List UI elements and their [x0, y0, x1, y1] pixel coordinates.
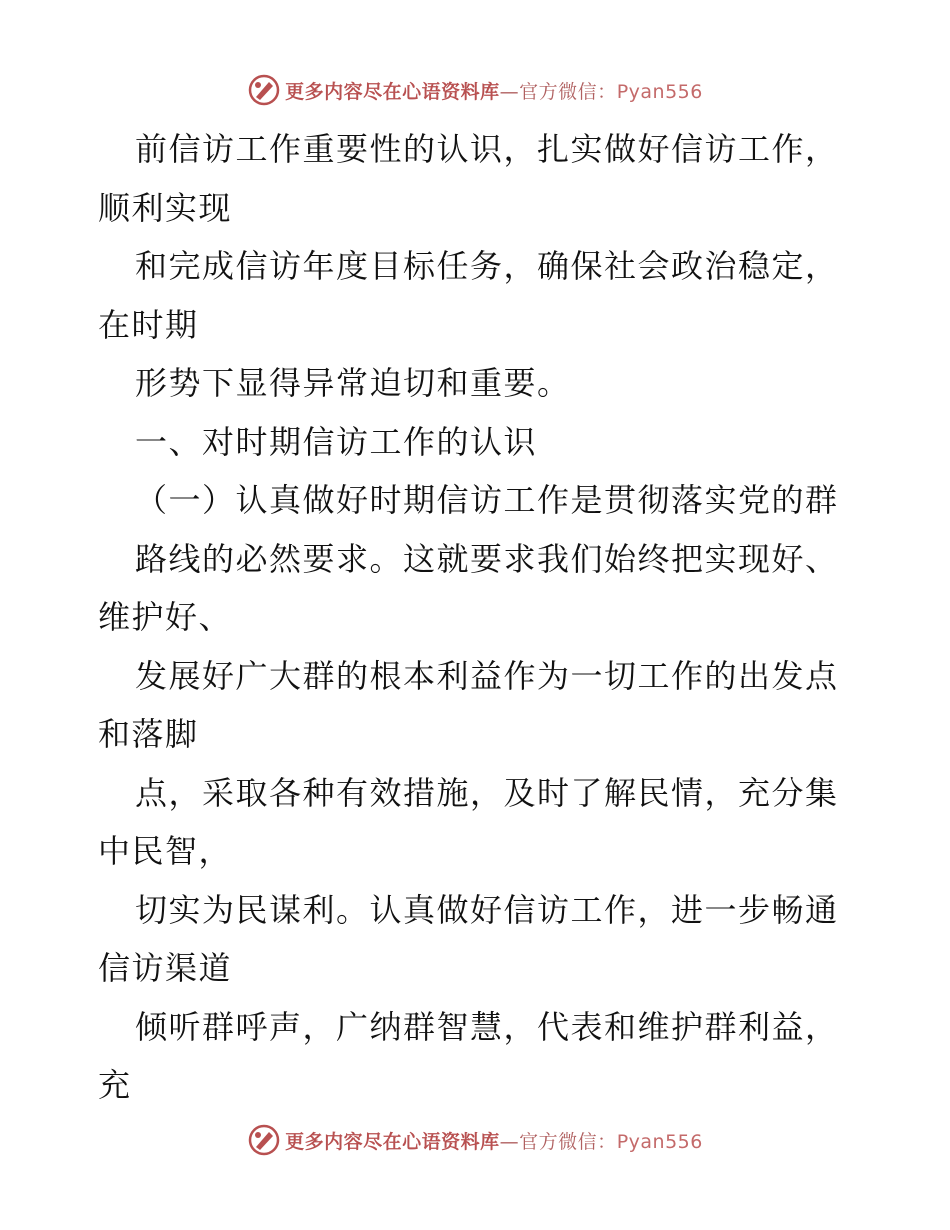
text-line: 一、对时期信访工作的认识	[135, 422, 538, 461]
watermark-separator: —	[499, 80, 520, 103]
watermark-wechat-id: Pyan556	[616, 1130, 703, 1153]
brand-logo-icon	[247, 1123, 281, 1157]
text-line: 形势下显得异常迫切和重要。	[135, 364, 571, 402]
watermark-text	[285, 77, 703, 104]
text-line: 顺利实现	[98, 188, 233, 227]
text-line: （一）认真做好时期信访工作是贯彻落实党的群	[135, 481, 839, 519]
text-line: 充	[98, 1066, 132, 1104]
text-line: 路线的必然要求。这就要求我们始终把实现好、	[135, 539, 839, 578]
watermark-suffix: 官方微信：	[519, 1130, 617, 1153]
text-line: 和完成信访年度目标任务，确保社会政治稳定，	[135, 247, 839, 285]
watermark-brand: 更多内容尽在心语资料库	[285, 80, 500, 103]
text-line: 点，采取各种有效措施，及时了解民情，充分集	[135, 773, 839, 812]
text-line: 倾听群呼声，广纳群智慧，代表和维护群利益，	[135, 1007, 839, 1046]
watermark-brand: 更多内容尽在心语资料库	[285, 1130, 500, 1153]
watermark-text	[285, 1127, 703, 1154]
text-line: 在时期	[98, 305, 199, 344]
text-line: 发展好广大群的根本利益作为一切工作的出发点	[135, 656, 839, 695]
watermark-suffix: 官方微信：	[519, 80, 617, 103]
text-line: 前信访工作重要性的认识，扎实做好信访工作，	[135, 130, 839, 168]
brand-logo-icon	[247, 73, 281, 107]
text-line: 信访渠道	[98, 949, 233, 987]
watermark-wechat-id: Pyan556	[616, 80, 703, 103]
text-line: 中民智，	[98, 832, 233, 870]
text-line: 维护好、	[98, 598, 233, 636]
text-line: 和落脚	[98, 715, 199, 753]
text-line: 切实为民谋利。认真做好信访工作，进一步畅通	[135, 890, 839, 929]
document-body	[98, 120, 858, 1115]
footer-watermark	[0, 1120, 950, 1160]
header-watermark	[0, 70, 950, 110]
watermark-separator: —	[499, 1130, 520, 1153]
